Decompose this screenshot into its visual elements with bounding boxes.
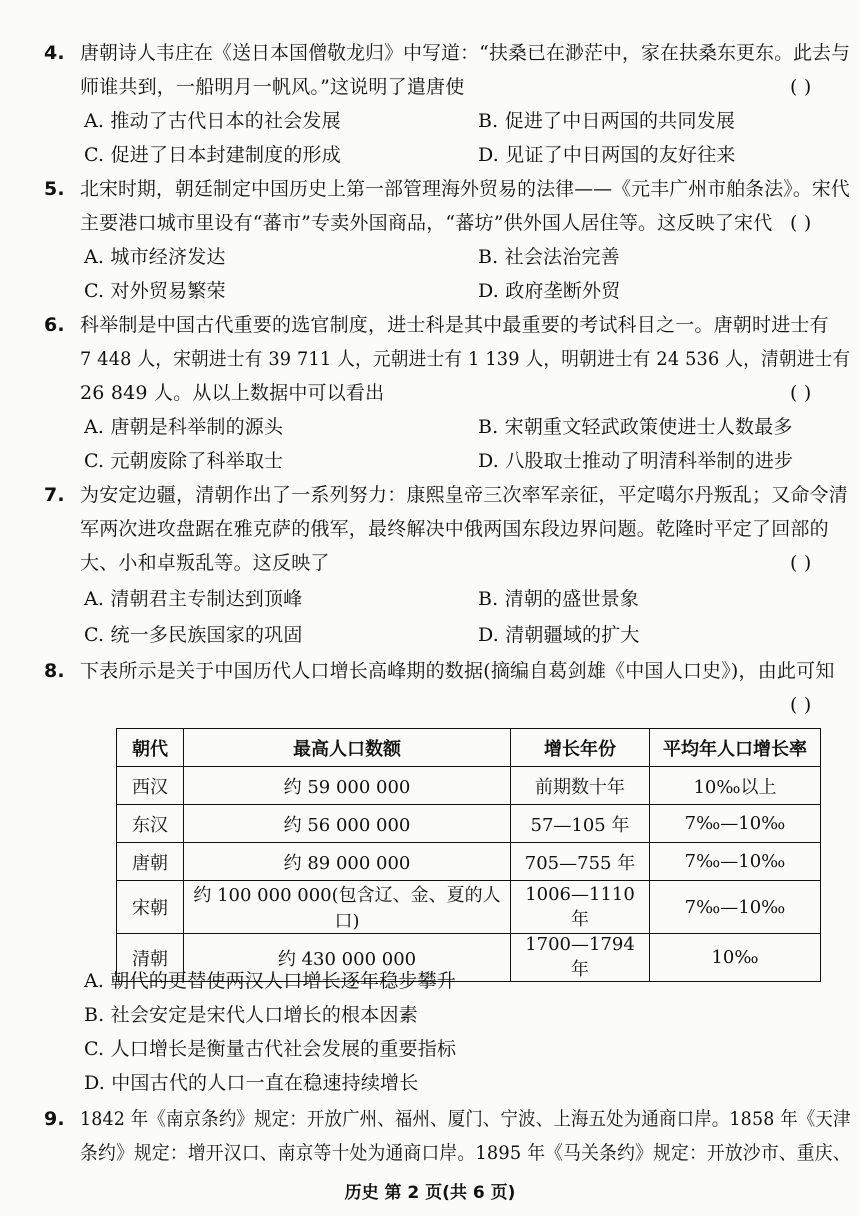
q8-option-b[interactable]: B. 社会安定是宋代人口增长的根本因素 bbox=[84, 1004, 418, 1026]
q8-stem-line1: 下表所示是关于中国历代人口增长高峰期的数据(摘编自葛剑雄《中国人口史》)，由此可知 bbox=[80, 660, 835, 682]
q8-option-b-line bbox=[0, 1000, 860, 1030]
q8-line2 bbox=[0, 690, 860, 720]
q9-stem-line1: 1842 年《南京条约》规定：开放广州、福州、厦门、宁波、上海五处为通商口岸。1858 年《天津 bbox=[80, 1108, 851, 1130]
q4-option-c[interactable]: C. 促进了日本封建制度的形成 bbox=[84, 144, 341, 166]
q8-answer-bracket[interactable]: ( ) bbox=[790, 694, 812, 716]
cell-population: 约 430 000 000 bbox=[184, 934, 511, 982]
q7-number: 7. bbox=[44, 484, 65, 506]
cell-rate: 10‰以上 bbox=[650, 767, 821, 805]
q6-option-c[interactable]: C. 元朝废除了科举取士 bbox=[84, 450, 284, 472]
q7-stem-line1: 为安定边疆，清朝作出了一系列努力：康熙皇帝三次率军亲征，平定噶尔丹叛乱；又命令清 bbox=[80, 484, 849, 506]
q7-line1 bbox=[0, 480, 860, 510]
q7-line2 bbox=[0, 514, 860, 544]
q7-option-a[interactable]: A. 清朝君主专制达到顶峰 bbox=[84, 588, 303, 610]
q4-stem-line2: 师谁共到，一船明月一帆风。”这说明了遣唐使 bbox=[80, 76, 465, 98]
q9-line1 bbox=[0, 1104, 860, 1134]
q4-option-a[interactable]: A. 推动了古代日本的社会发展 bbox=[84, 110, 341, 132]
q5-stem-line2: 主要港口城市里设有“蕃市”专卖外国商品，“蕃坊”供外国人居住等。这反映了宋代 bbox=[80, 212, 773, 234]
q6-line3 bbox=[0, 378, 860, 408]
cell-dynasty: 唐朝 bbox=[117, 843, 184, 881]
q6-stem-line2: 7 448 人，宋朝进士有 39 711 人，元朝进士有 1 139 人，明朝进士有 24 536 人，清朝进士有 bbox=[80, 348, 851, 370]
cell-population: 约 100 000 000(包含辽、金、夏的人口) bbox=[184, 881, 511, 934]
cell-dynasty: 西汉 bbox=[117, 767, 184, 805]
q5-number: 5. bbox=[44, 178, 65, 200]
q7-options-ab bbox=[0, 584, 860, 614]
q5-options-ab bbox=[0, 242, 860, 272]
cell-years: 1700—1794 年 bbox=[511, 934, 650, 982]
cell-years: 1006—1110 年 bbox=[511, 881, 650, 934]
q6-options-ab bbox=[0, 412, 860, 442]
q8-option-c[interactable]: C. 人口增长是衡量古代社会发展的重要指标 bbox=[84, 1038, 457, 1060]
cell-rate: 10‰ bbox=[650, 934, 821, 982]
table-row bbox=[117, 843, 821, 881]
q8-line1 bbox=[0, 656, 860, 686]
q7-stem-line2: 军两次进攻盘踞在雅克萨的俄军，最终解决中俄两国东段边界问题。乾隆时平定了回部的 bbox=[80, 518, 829, 540]
q5-option-c[interactable]: C. 对外贸易繁荣 bbox=[84, 280, 226, 302]
table-row bbox=[117, 805, 821, 843]
cell-rate: 7‰—10‰ bbox=[650, 881, 821, 934]
q6-number: 6. bbox=[44, 314, 65, 336]
cell-dynasty: 清朝 bbox=[117, 934, 184, 982]
q7-line3 bbox=[0, 548, 860, 578]
q5-stem-line1: 北宋时期，朝廷制定中国历史上第一部管理海外贸易的法律——《元丰广州市舶条法》。宋代 bbox=[80, 178, 850, 200]
q4-options-cd bbox=[0, 140, 860, 170]
q5-option-d[interactable]: D. 政府垄断外贸 bbox=[478, 280, 621, 302]
q7-answer-bracket[interactable]: ( ) bbox=[790, 552, 812, 574]
cell-rate: 7‰—10‰ bbox=[650, 805, 821, 843]
q9-number: 9. bbox=[44, 1108, 65, 1130]
q8-option-a-line bbox=[0, 966, 860, 996]
q6-option-a[interactable]: A. 唐朝是科举制的源头 bbox=[84, 416, 284, 438]
q6-stem-line3: 26 849 人。从以上数据中可以看出 bbox=[80, 382, 385, 404]
page-footer: 历史 第 2 页(共 6 页) bbox=[344, 1183, 516, 1203]
cell-population: 约 89 000 000 bbox=[184, 843, 511, 881]
q7-stem-line3: 大、小和卓叛乱等。这反映了 bbox=[80, 552, 330, 574]
q6-stem-line1: 科举制是中国古代重要的选官制度，进士科是其中最重要的考试科目之一。唐朝时进士有 bbox=[80, 314, 829, 336]
header-max-population: 最高人口数额 bbox=[184, 729, 511, 767]
header-dynasty: 朝代 bbox=[117, 729, 184, 767]
q5-options-cd bbox=[0, 276, 860, 306]
q4-line1 bbox=[0, 38, 860, 68]
q8-option-d-line bbox=[0, 1068, 860, 1098]
q5-option-b[interactable]: B. 社会法治完善 bbox=[478, 246, 620, 268]
cell-dynasty: 宋朝 bbox=[117, 881, 184, 934]
q4-answer-bracket[interactable]: ( ) bbox=[790, 76, 812, 98]
q5-answer-bracket[interactable]: ( ) bbox=[790, 212, 812, 234]
population-table bbox=[116, 728, 821, 982]
cell-years: 705—755 年 bbox=[511, 843, 650, 881]
cell-years: 前期数十年 bbox=[511, 767, 650, 805]
q5-line1 bbox=[0, 174, 860, 204]
q8-option-d[interactable]: D. 中国古代的人口一直在稳速持续增长 bbox=[84, 1072, 419, 1094]
q4-option-d[interactable]: D. 见证了中日两国的友好往来 bbox=[478, 144, 736, 166]
q9-line2 bbox=[0, 1138, 860, 1168]
q6-line1 bbox=[0, 310, 860, 340]
q5-line2 bbox=[0, 208, 860, 238]
q4-line2 bbox=[0, 72, 860, 102]
q6-option-b[interactable]: B. 宋朝重文轻武政策使进士人数最多 bbox=[478, 416, 793, 438]
q6-line2 bbox=[0, 344, 860, 374]
q5-option-a[interactable]: A. 城市经济发达 bbox=[84, 246, 226, 268]
q7-options-cd bbox=[0, 620, 860, 650]
table-row bbox=[117, 767, 821, 805]
table-header-row bbox=[117, 729, 821, 767]
q4-stem-line1: 唐朝诗人韦庄在《送日本国僧敬龙归》中写道：“扶桑已在渺茫中，家在扶桑东更东。此去与 bbox=[80, 42, 851, 64]
cell-population: 约 56 000 000 bbox=[184, 805, 511, 843]
q7-option-d[interactable]: D. 清朝疆域的扩大 bbox=[478, 624, 640, 646]
cell-dynasty: 东汉 bbox=[117, 805, 184, 843]
q4-options-ab bbox=[0, 106, 860, 136]
q4-option-b[interactable]: B. 促进了中日两国的共同发展 bbox=[478, 110, 736, 132]
q7-option-b[interactable]: B. 清朝的盛世景象 bbox=[478, 588, 640, 610]
q6-option-d[interactable]: D. 八股取士推动了明清科举制的进步 bbox=[478, 450, 794, 472]
q4-number: 4. bbox=[44, 42, 65, 64]
q6-answer-bracket[interactable]: ( ) bbox=[790, 382, 812, 404]
header-growth-rate: 平均年人口增长率 bbox=[650, 729, 821, 767]
q8-option-a[interactable]: A. 朝代的更替使两汉人口增长逐年稳步攀升 bbox=[84, 970, 457, 992]
table-row bbox=[117, 881, 821, 934]
q9-stem-line2: 条约》规定：增开汉口、南京等十处为通商口岸。1895 年《马关条约》规定：开放沙市、重庆、 bbox=[80, 1142, 851, 1164]
q7-option-c[interactable]: C. 统一多民族国家的巩固 bbox=[84, 624, 303, 646]
q8-option-c-line bbox=[0, 1034, 860, 1064]
q6-options-cd bbox=[0, 446, 860, 476]
cell-years: 57—105 年 bbox=[511, 805, 650, 843]
cell-population: 约 59 000 000 bbox=[184, 767, 511, 805]
q8-number: 8. bbox=[44, 660, 65, 682]
header-growth-years: 增长年份 bbox=[511, 729, 650, 767]
cell-rate: 7‰—10‰ bbox=[650, 843, 821, 881]
